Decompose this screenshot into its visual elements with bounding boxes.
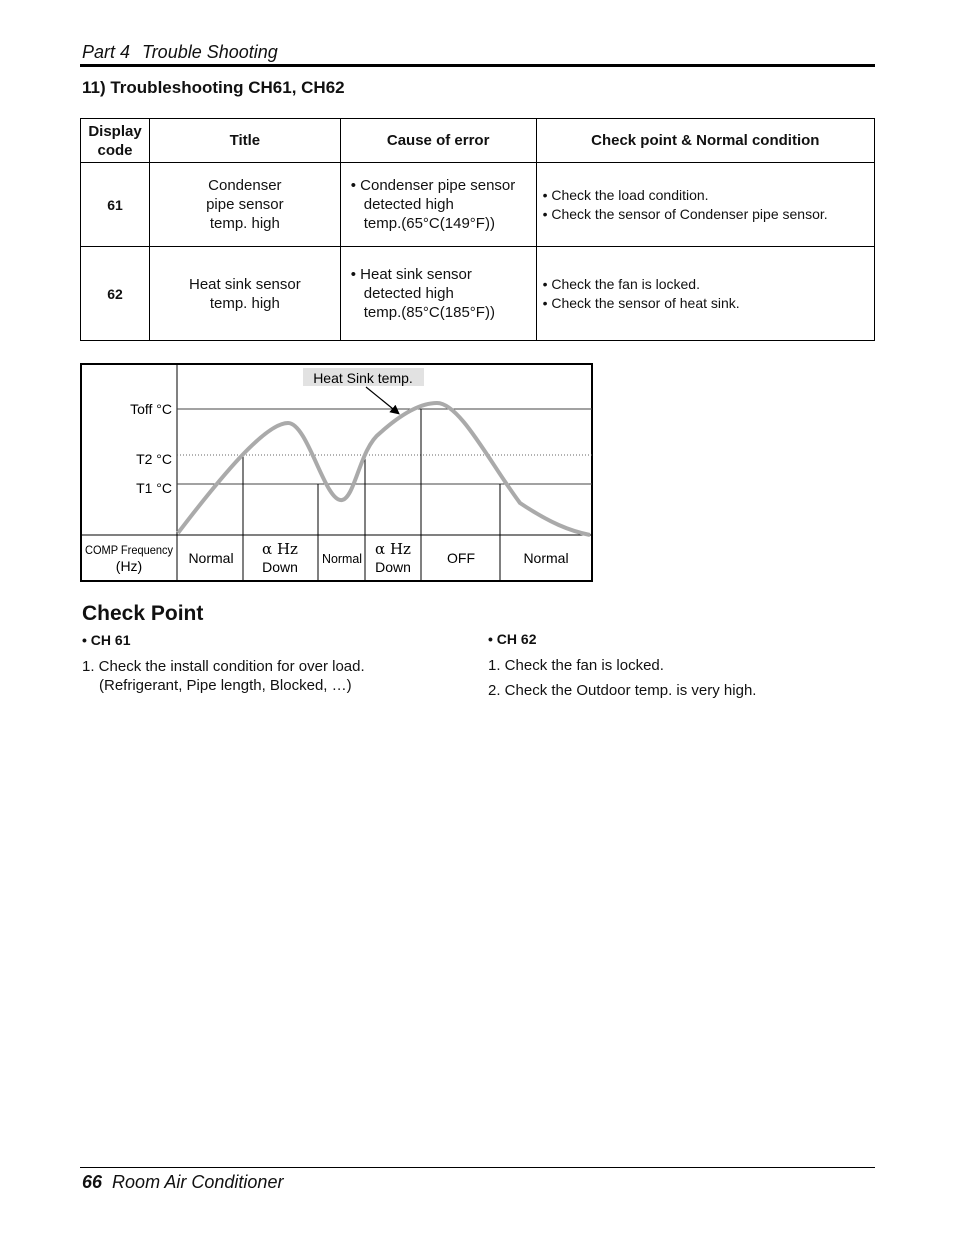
error-cause bbox=[340, 247, 536, 341]
error-title bbox=[149, 247, 340, 341]
segment-label-down: Down bbox=[262, 559, 298, 575]
comp-frequency-label: COMP Frequency bbox=[85, 543, 173, 557]
cause-line: detected high bbox=[363, 196, 454, 213]
section-title: 11) Troubleshooting CH61, CH62 bbox=[82, 78, 345, 97]
page-footer bbox=[82, 1172, 283, 1193]
table-header-row bbox=[81, 119, 875, 163]
error-code: 62 bbox=[81, 247, 150, 341]
error-cause bbox=[340, 163, 536, 247]
error-title-line: temp. high bbox=[209, 294, 280, 312]
header-cause: Cause of error bbox=[340, 119, 536, 163]
ch62-label: • CH 62 bbox=[488, 631, 537, 647]
cause-line: detected high bbox=[363, 285, 454, 302]
page-header bbox=[82, 42, 278, 63]
table-row bbox=[81, 247, 875, 341]
header-divider bbox=[80, 64, 875, 67]
footer-title: Room Air Conditioner bbox=[112, 1172, 284, 1192]
segment-label-off: OFF bbox=[447, 550, 475, 566]
segment-label-normal: Normal bbox=[523, 550, 569, 566]
comp-frequency-unit: (Hz) bbox=[115, 558, 143, 574]
header-title: Title bbox=[149, 119, 340, 163]
heat-sink-temp-diagram bbox=[80, 363, 594, 583]
header-part-label: Part 4 bbox=[82, 42, 131, 62]
cause-line: temp.(85°C(185°F)) bbox=[363, 304, 495, 321]
ch61-label: • CH 61 bbox=[82, 632, 131, 648]
toff-label: Toff °C bbox=[130, 401, 172, 417]
header-section-label: Trouble Shooting bbox=[142, 42, 278, 62]
error-title-line: Heat sink sensor bbox=[189, 275, 301, 293]
t2-label: T2 °C bbox=[136, 451, 172, 467]
error-code: 61 bbox=[81, 163, 150, 247]
page-number: 66 bbox=[82, 1172, 103, 1192]
table-row bbox=[81, 163, 875, 247]
check-line: • Check the fan is locked. bbox=[542, 275, 700, 292]
check-line: • Check the sensor of Condenser pipe sensor. bbox=[542, 205, 828, 222]
check-line: • Check the sensor of heat sink. bbox=[542, 294, 740, 311]
header-display-line: Display bbox=[88, 122, 142, 140]
ch61-item: (Refrigerant, Pipe length, Blocked, …) bbox=[99, 677, 352, 694]
check-line: • Check the load condition. bbox=[542, 186, 709, 203]
segment-label-alpha-hz: α Hz bbox=[262, 540, 298, 558]
check-point bbox=[536, 247, 874, 341]
curve-label: Heat Sink temp. bbox=[313, 370, 413, 386]
cause-line: temp.(65°C(149°F)) bbox=[363, 215, 495, 232]
footer-divider bbox=[80, 1167, 875, 1168]
ch62-item: 1. Check the fan is locked. bbox=[488, 657, 664, 674]
t1-label: T1 °C bbox=[136, 480, 172, 496]
segment-label-down: Down bbox=[375, 559, 411, 575]
error-title-line: Condenser bbox=[208, 177, 282, 194]
segment-label-normal: Normal bbox=[322, 551, 363, 566]
cause-line: • Condenser pipe sensor bbox=[350, 177, 516, 194]
ch61-item: 1. Check the install condition for over load. bbox=[82, 658, 365, 675]
check-point bbox=[536, 163, 874, 247]
check-point-title: Check Point bbox=[82, 602, 204, 625]
error-code-table bbox=[80, 118, 875, 341]
header-display-code bbox=[81, 119, 150, 163]
segment-label-normal: Normal bbox=[188, 550, 234, 566]
error-title-line: pipe sensor bbox=[206, 196, 284, 213]
header-check: Check point & Normal condition bbox=[536, 119, 874, 163]
error-title-line: temp. high bbox=[209, 215, 280, 232]
header-code-line: code bbox=[97, 141, 133, 159]
ch62-item: 2. Check the Outdoor temp. is very high. bbox=[488, 682, 757, 699]
error-title bbox=[149, 163, 340, 247]
cause-line: • Heat sink sensor bbox=[350, 266, 472, 283]
segment-label-alpha-hz: α Hz bbox=[375, 540, 411, 558]
